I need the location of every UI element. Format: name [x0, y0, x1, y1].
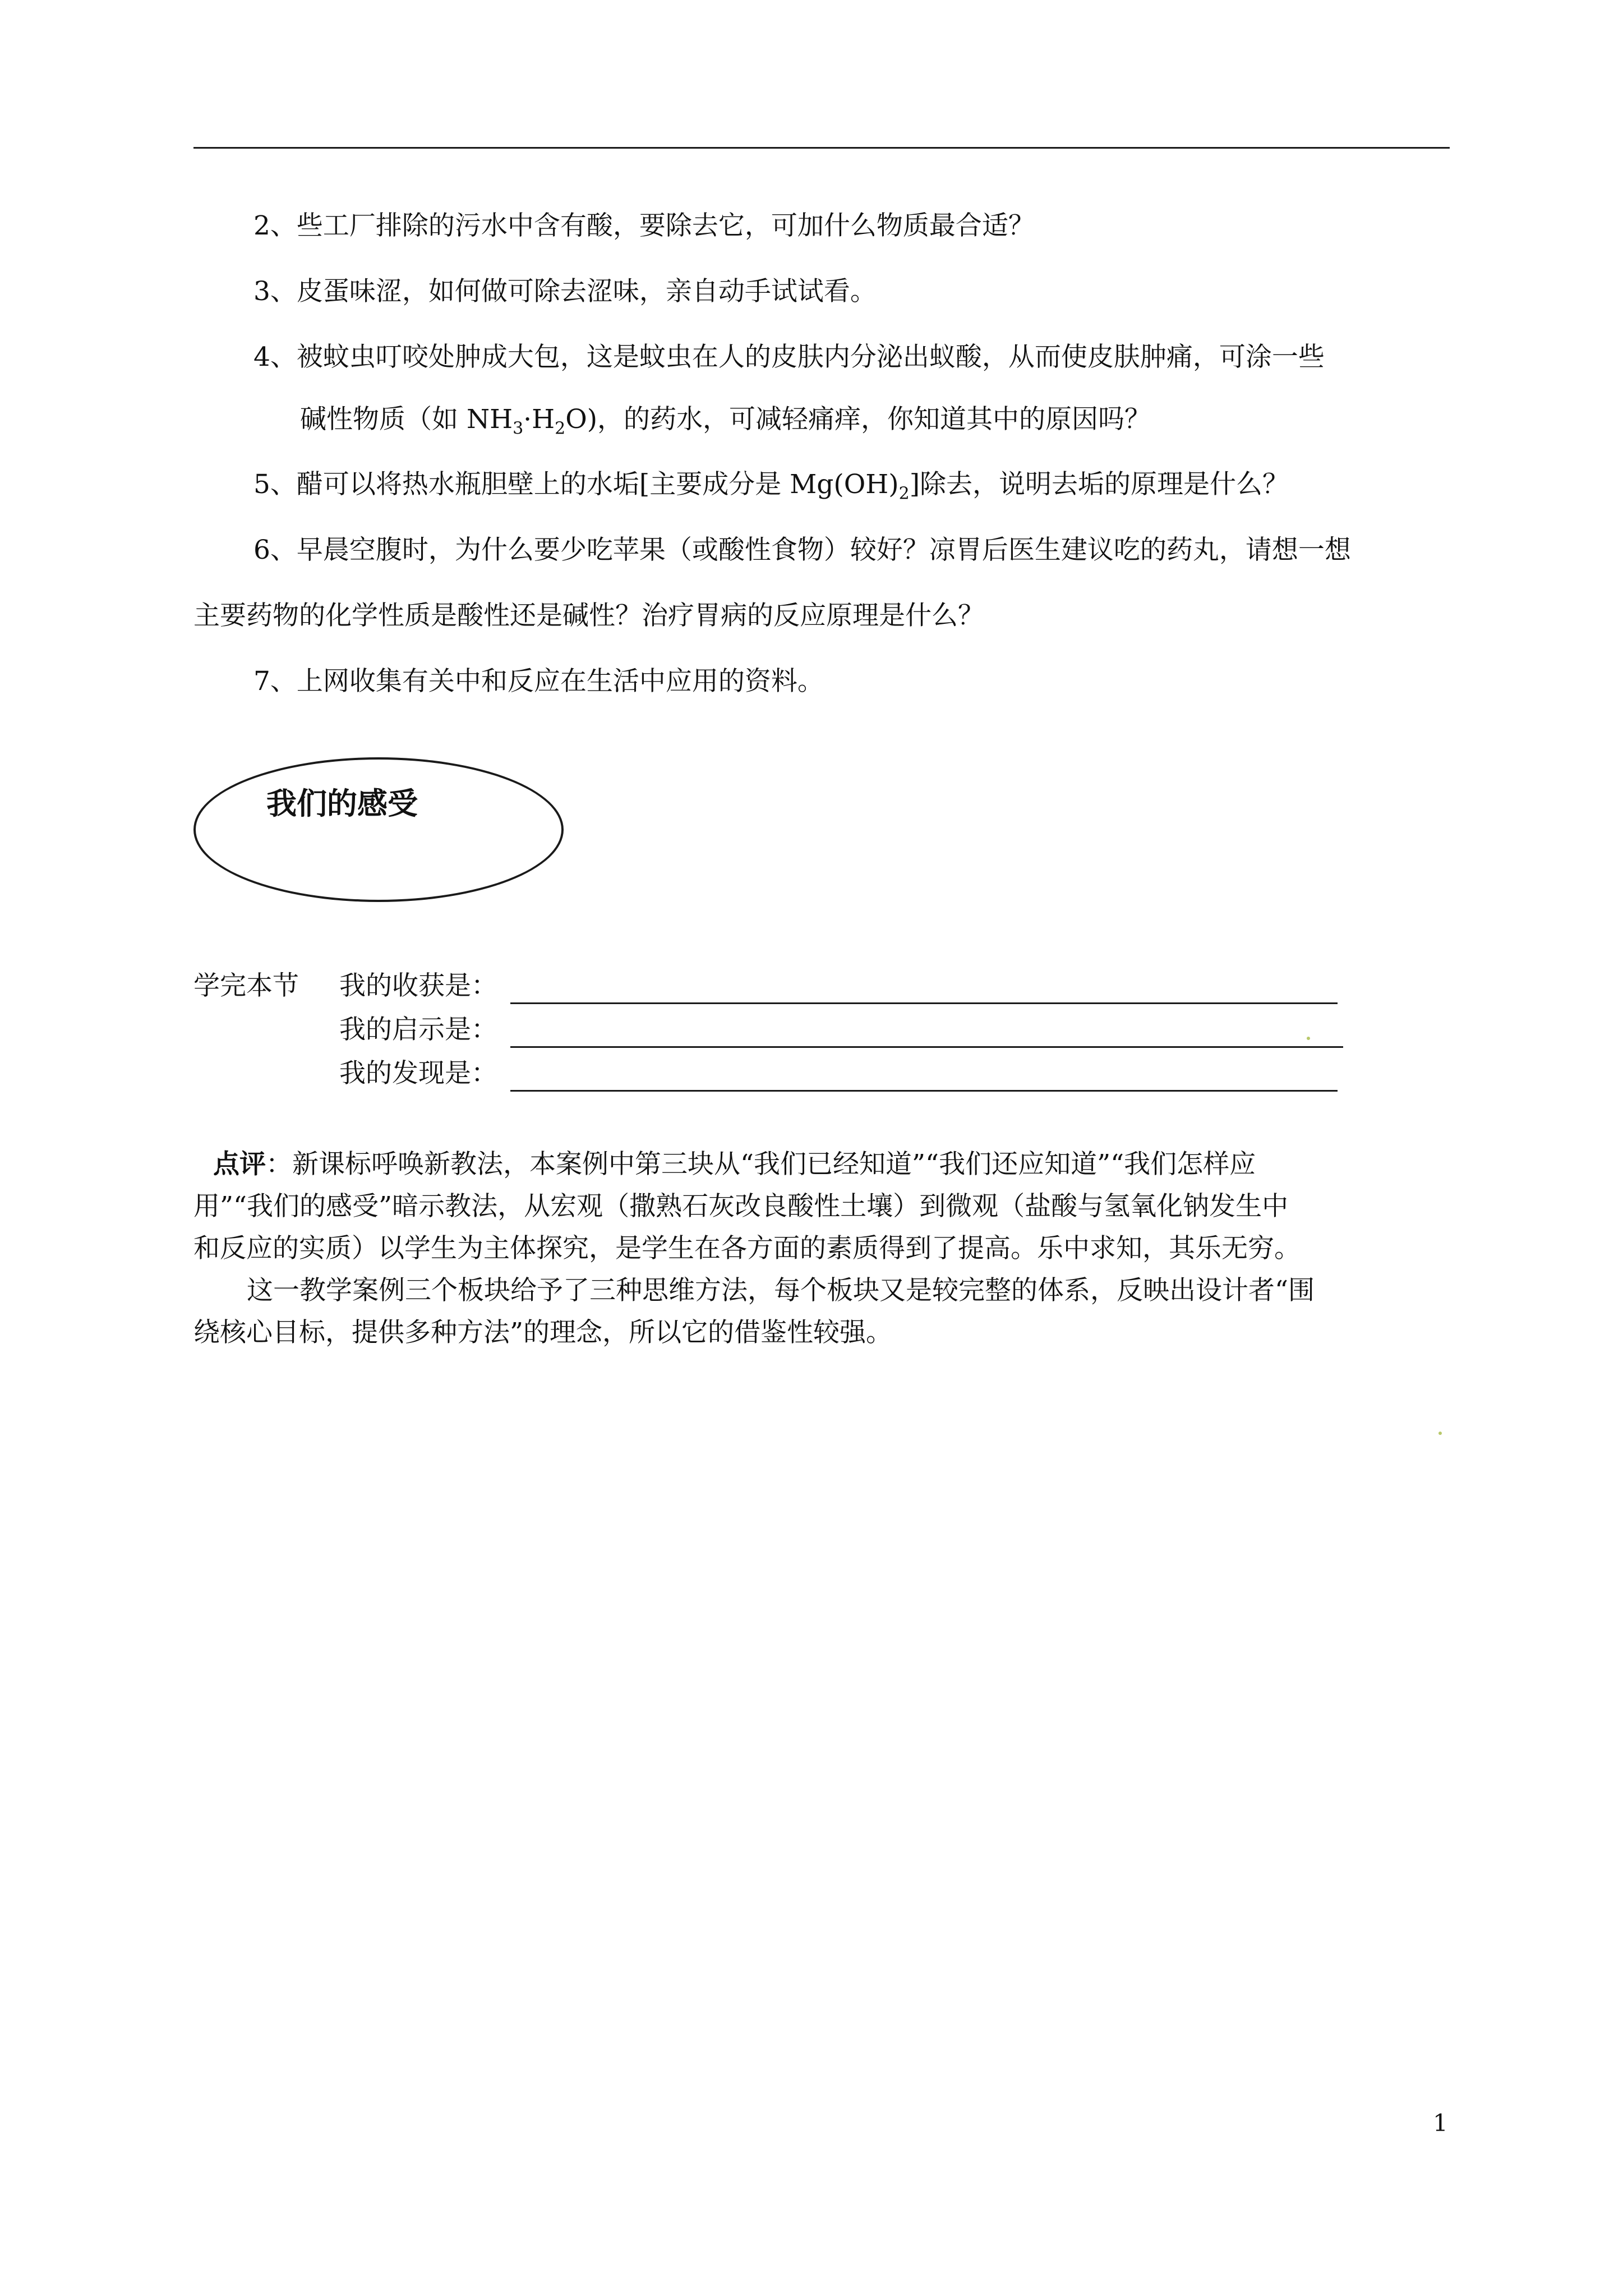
question-text: 碱性物质（如 NH [300, 404, 513, 435]
question-number: 7、 [253, 666, 297, 697]
speck-mark [1307, 1037, 1310, 1040]
question-text: ·H [523, 404, 555, 435]
question-text: 皮蛋味涩，如何做可除去涩味，亲自动手试试看。 [296, 276, 877, 307]
question-6-line-1 [253, 533, 1351, 567]
reflection-blank-insight[interactable] [510, 1046, 1343, 1048]
comment-text: 新课标呼唤新教法，本案例中第三块从“我们已经知道”“我们还应知道”“我们怎样应 [292, 1149, 1256, 1180]
comment-line-3: 和反应的实质）以学生为主体探究，是学生在各方面的素质得到了提高。乐中求知，其乐无穷。 [193, 1233, 1301, 1264]
section-ellipse [193, 757, 564, 902]
reflection-blank-discovery[interactable] [510, 1090, 1338, 1092]
question-text: 醋可以将热水瓶胆壁上的水垢[主要成分是 Mg(OH) [296, 469, 899, 500]
subscript: 2 [898, 484, 910, 504]
question-text: 些工厂排除的污水中含有酸，要除去它，可加什么物质最合适？ [296, 210, 1035, 241]
question-7 [253, 665, 824, 698]
speck-mark [1438, 1432, 1442, 1435]
question-number: 3、 [253, 276, 297, 307]
reflection-blank-harvest[interactable] [510, 1002, 1338, 1004]
reflection-label-harvest: 我的收获是： [339, 970, 497, 1001]
reflection-label-discovery: 我的发现是： [339, 1058, 497, 1089]
question-number: 4、 [253, 342, 297, 372]
question-text: 上网收集有关中和反应在生活中应用的资料。 [296, 666, 824, 697]
reflection-prefix: 学完本节 [193, 970, 299, 1001]
question-6-line-2 [193, 599, 984, 633]
question-text: 主要药物的化学性质是酸性还是碱性？治疗胃病的反应原理是什么？ [193, 600, 984, 631]
question-2 [253, 209, 1035, 243]
question-number: 6、 [253, 535, 297, 565]
question-number: 2、 [253, 210, 297, 241]
question-4-line-2 [300, 403, 1151, 439]
question-4-line-1 [253, 341, 1325, 374]
question-number: 5、 [253, 469, 297, 500]
comment-colon: ： [266, 1149, 292, 1180]
question-text: 被蚊虫叮咬处肿成大包，这是蚊虫在人的皮肤内分泌出蚁酸，从而使皮肤肿痛，可涂一些 [296, 342, 1325, 372]
comment-label: 点评 [213, 1149, 266, 1180]
header-rule [193, 147, 1450, 149]
question-text: 早晨空腹时，为什么要少吃苹果（或酸性食物）较好？凉胃后医生建议吃的药丸，请想一想 [296, 535, 1351, 565]
subscript: 3 [513, 418, 524, 439]
comment-line-2: 用”“我们的感受”暗示教法，从宏观（撒熟石灰改良酸性土壤）到微观（盐酸与氢氧化钠发生中 [193, 1191, 1289, 1222]
comment-line-1 [213, 1143, 1256, 1185]
question-3 [253, 275, 877, 309]
subscript: 2 [555, 418, 566, 439]
question-text: O)，的药水，可减轻痛痒，你知道其中的原因吗？ [565, 404, 1151, 435]
comment-line-4: 这一教学案例三个板块给予了三种思维方法，每个板块又是较完整的体系，反映出设计者“围 [247, 1275, 1315, 1306]
reflection-label-insight: 我的启示是： [339, 1014, 497, 1045]
question-5 [253, 468, 1289, 504]
question-text: ]除去，说明去垢的原理是什么？ [909, 469, 1289, 500]
comment-line-5: 绕核心目标，提供多种方法”的理念，所以它的借鉴性较强。 [193, 1317, 893, 1348]
section-title: 我们的感受 [266, 786, 418, 821]
page-number: 1 [1433, 2109, 1448, 2137]
